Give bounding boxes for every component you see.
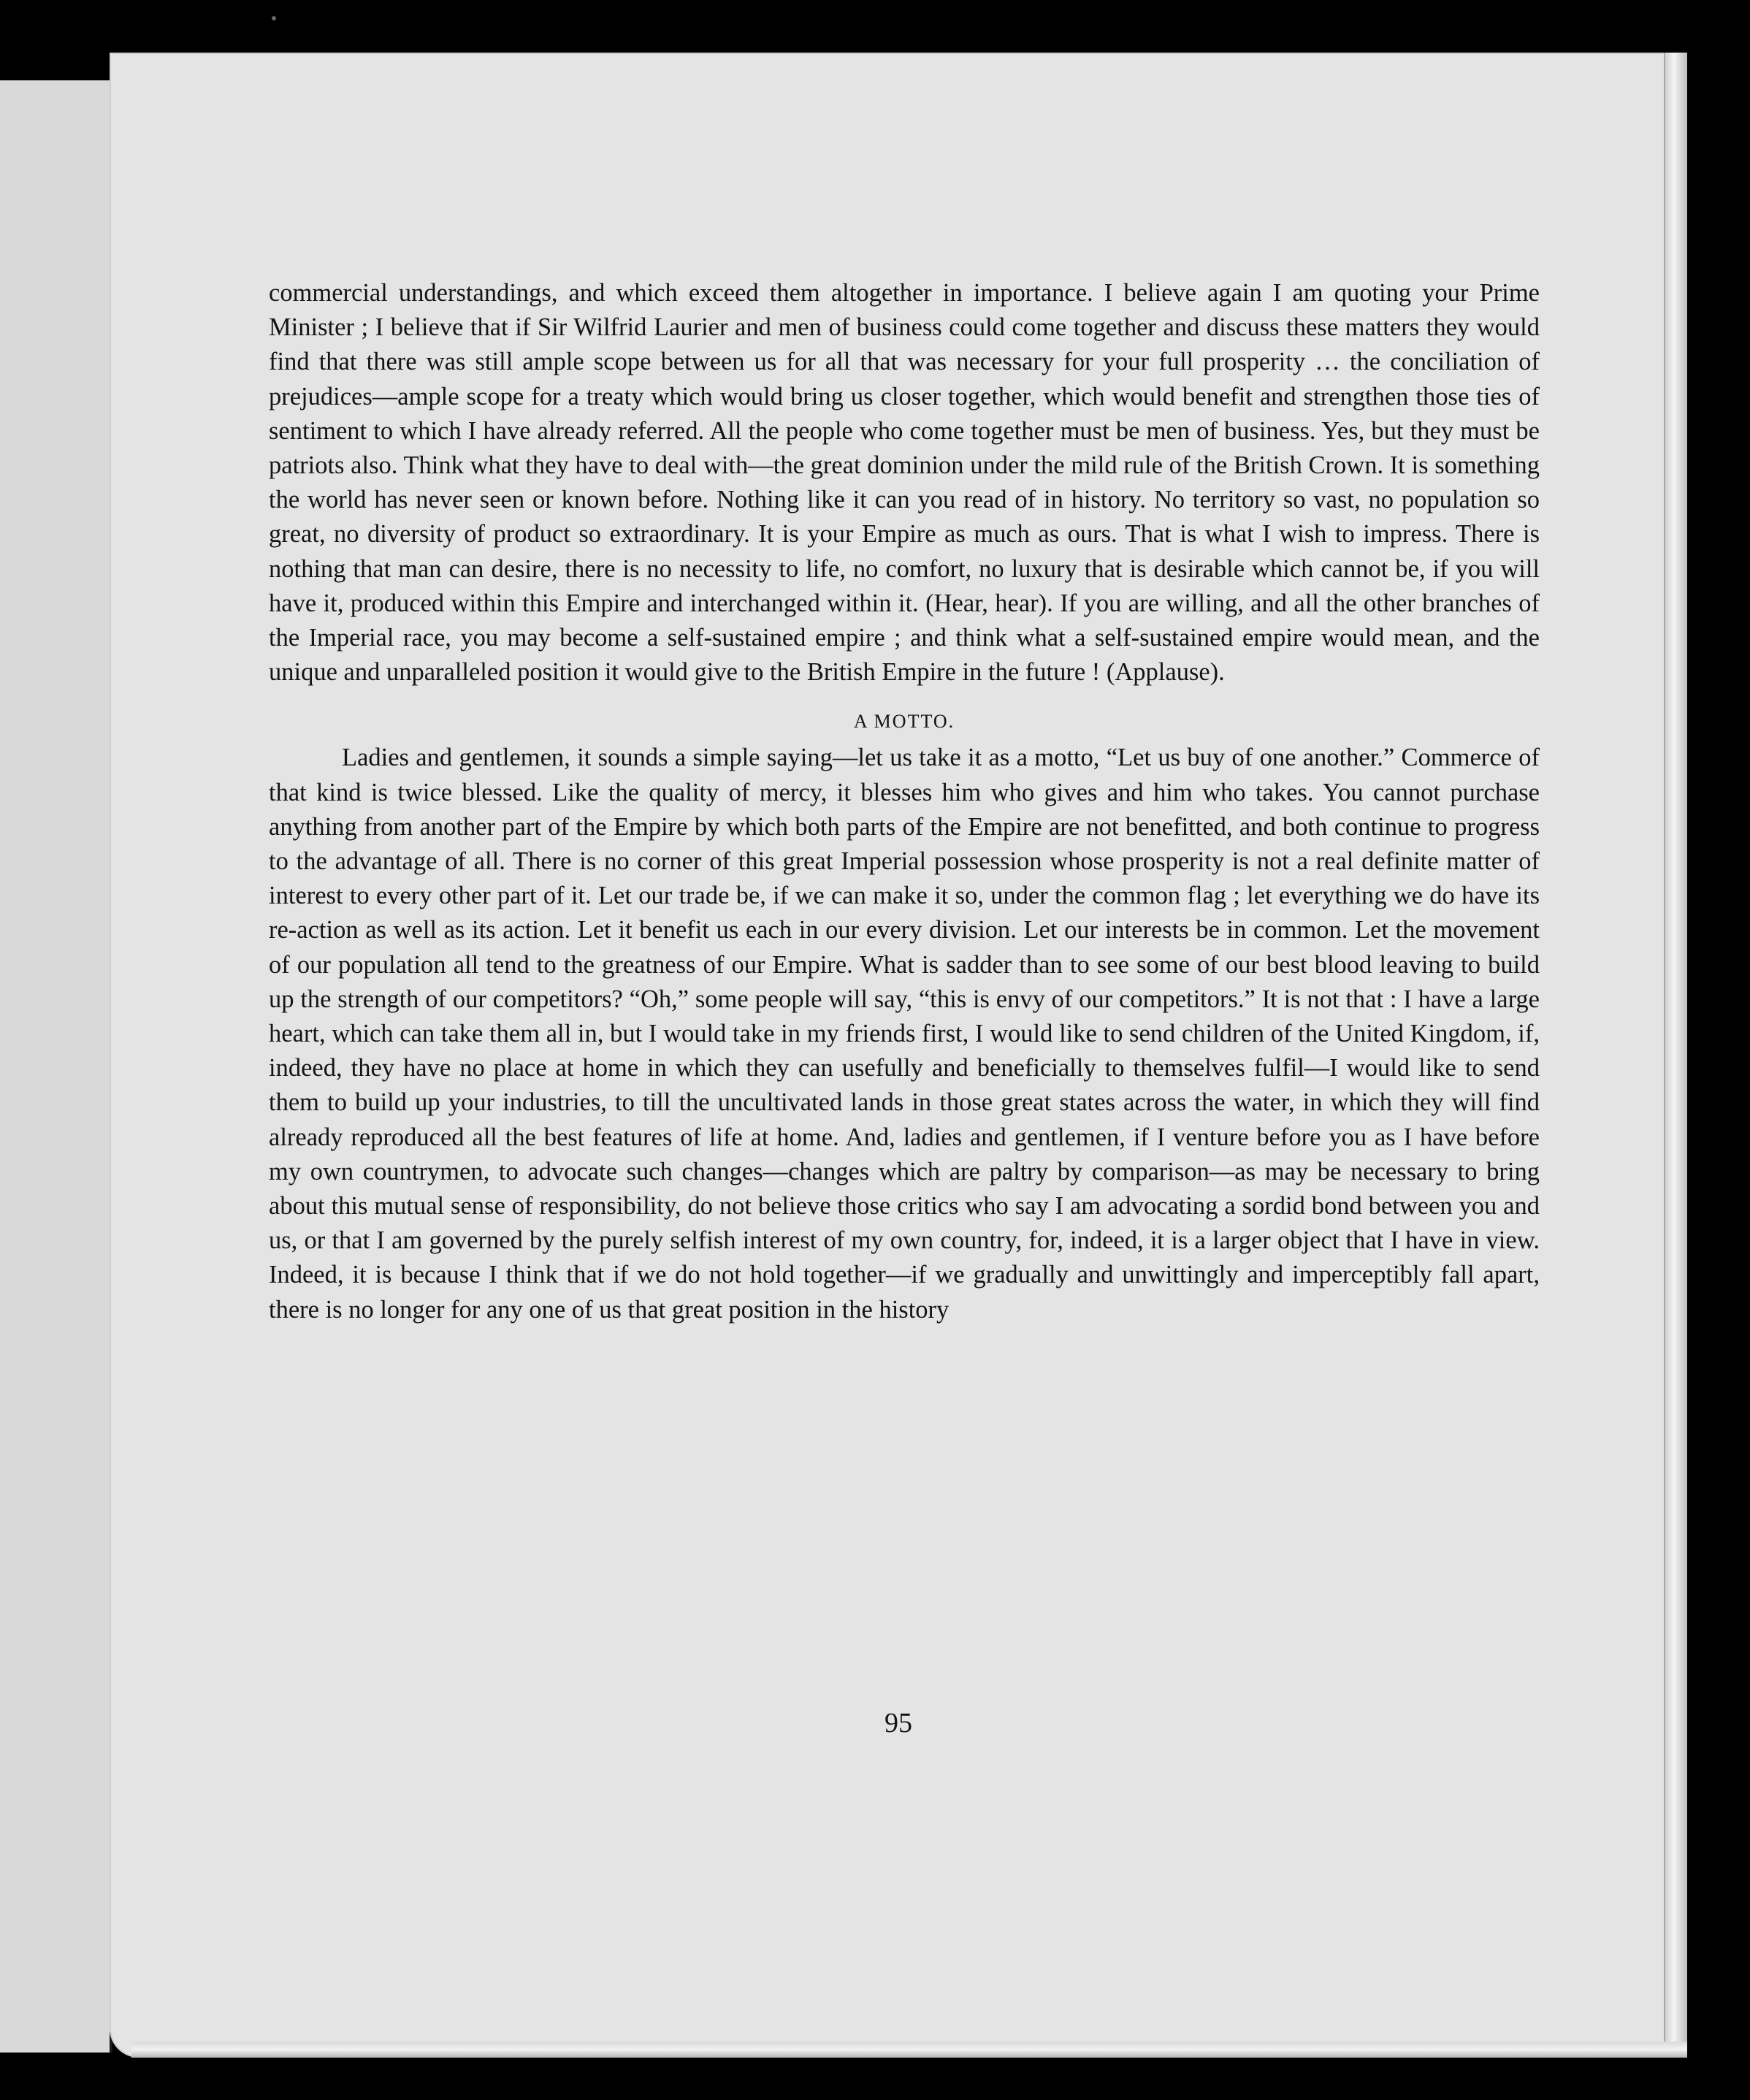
page-edge-bottom [131, 2042, 1687, 2058]
scan-speck [272, 16, 276, 20]
body-text [269, 276, 1540, 1327]
page-edge-right [1664, 53, 1687, 2058]
paragraph-continued: commercial understandings, and which exceed them altogether in importance. I believe again I am quoting your Prime Minister ; I believe that if Sir Wilfrid Laurier and men of business could come together and discuss these matters they would find that there was still ample scope between us for all that was necessary for your full prosperity … the conciliation of prejudices—ample scope for a treaty which would bring us closer together, which would benefit and strengthen those ties of sentiment to which I have already referred. All the people who come together must be men of business. Yes, but they must be patriots also. Think what they have to deal with—the great dominion under the mild rule of the British Crown. It is something the world has never seen or known before. Nothing like it can you read of in history. No territory so vast, no population so great, no diversity of product so extraordinary. It is your Empire as much as ours. That is what I wish to impress. There is nothing that man can desire, there is no necessity to life, no comfort, no luxury that is desirable which cannot be, if you will have it, produced within this Empire and interchanged within it. (Hear, hear). If you are willing, and all the other branches of the Imperial race, you may become a self-sustained empire ; and think what a self-sustained empire would mean, and the unique and unparalleled position it would give to the British Empire in the future ! (Applause). [269, 279, 1540, 687]
facing-page-edge [0, 80, 112, 2053]
page-number: 95 [884, 1708, 912, 1738]
paragraph-motto: Ladies and gentlemen, it sounds a simple saying—let us take it as a motto, “Let us buy of one another.” Commerce of that kind is twice blessed. Like the quality of mercy, it blesses him who gives and him who takes. You cannot purchase anything from another part of the Empire by which both parts of the Empire are not benefitted, and both continue to progress to the advantage of all. There is no corner of this great Imperial possession whose prosperity is not a real definite matter of interest to every other part of it. Let our trade be, if we can make it so, under the common flag ; let everything we do have its re-action as well as its action. Let it benefit us each in our every division. Let our interests be in common. Let the movement of our population all tend to the greatness of our Empire. What is sadder than to see some of our best blood leaving to build up the strength of our competitors? “Oh,” some people will say, “this is envy of our competitors.” It is not that : I have a large heart, which can take them all in, but I would take in my friends first, I would like to send children of the United Kingdom, if, indeed, they have no place at home in which they can usefully and beneficially to themselves fulfil—I would like to send them to build up your industries, to till the uncultivated lands in those great states across the water, in which they will find already reproduced all the best features of life at home. And, ladies and gentlemen, if I venture before you as I have before my own countrymen, to advocate such changes—changes which are paltry by comparison—as may be necessary to bring about this mutual sense of responsibility, do not believe those critics who say I am advocating a sordid bond between you and us, or that I am governed by the purely selfish interest of my own country, for, indeed, it is a larger object that I have in view. Indeed, it is because I think that if we do not hold together—if we gradually and unwittingly and imperceptibly fall apart, there is no longer for any one of us that great position in the history [269, 744, 1540, 1324]
scanned-page [110, 53, 1687, 2058]
section-heading: A MOTTO. [853, 711, 955, 733]
